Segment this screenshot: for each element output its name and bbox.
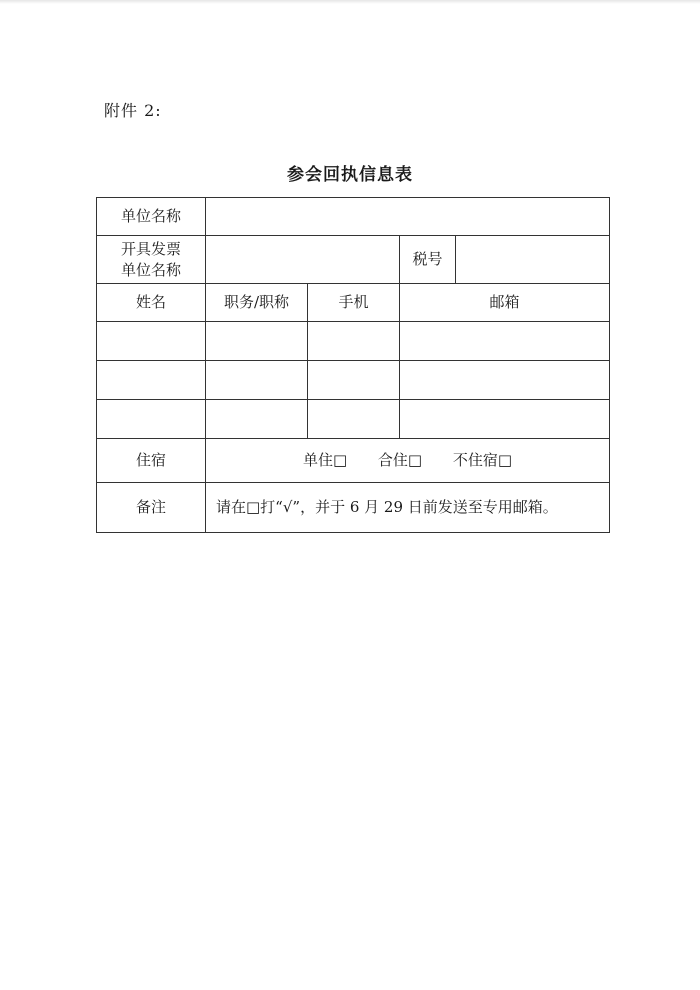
row-accommodation: [97, 439, 610, 483]
invoice-label-line2: 单位名称: [120, 260, 181, 279]
row-unit-name: [97, 198, 610, 236]
header-phone: 手机: [308, 284, 400, 322]
option-single-room[interactable]: 单住□: [302, 451, 348, 470]
form-title: 参会回执信息表: [287, 165, 413, 185]
attendee-position-cell[interactable]: [206, 322, 308, 361]
attendee-name-cell[interactable]: [97, 322, 206, 361]
unit-name-label: 单位名称: [97, 198, 206, 236]
attendee-email-cell[interactable]: [400, 400, 610, 439]
tax-id-label: 税号: [400, 236, 456, 284]
remarks-text: 请在□打“√”，并于 6 月 29 日前发送至专用邮箱。: [206, 483, 610, 533]
page-top-edge: [0, 0, 700, 4]
accommodation-options: [206, 439, 610, 483]
attendee-phone-cell[interactable]: [308, 361, 400, 400]
invoice-label-line1: 开具发票: [120, 240, 181, 259]
attendee-email-cell[interactable]: [400, 322, 610, 361]
reply-info-table: [96, 197, 610, 533]
option-no-accommodation[interactable]: 不住宿□: [452, 451, 513, 470]
row-invoice: [97, 236, 610, 284]
attendee-name-cell[interactable]: [97, 400, 206, 439]
header-email: 邮箱: [400, 284, 610, 322]
tax-id-field[interactable]: [456, 236, 610, 284]
invoice-unit-field[interactable]: [206, 236, 400, 284]
attendee-row-3: [97, 400, 610, 439]
attendee-phone-cell[interactable]: [308, 322, 400, 361]
option-shared-room[interactable]: 合住□: [377, 451, 423, 470]
invoice-unit-label: [97, 236, 206, 284]
attendee-row-2: [97, 361, 610, 400]
header-name: 姓名: [97, 284, 206, 322]
attendee-row-1: [97, 322, 610, 361]
attachment-label: 附件 2:: [104, 101, 162, 120]
accommodation-label: 住宿: [97, 439, 206, 483]
row-headers: [97, 284, 610, 322]
unit-name-field[interactable]: [206, 198, 610, 236]
header-position: 职务/职称: [206, 284, 308, 322]
attendee-position-cell[interactable]: [206, 361, 308, 400]
attendee-position-cell[interactable]: [206, 400, 308, 439]
attendee-email-cell[interactable]: [400, 361, 610, 400]
attendee-name-cell[interactable]: [97, 361, 206, 400]
remarks-label: 备注: [97, 483, 206, 533]
row-remarks: [97, 483, 610, 533]
attendee-phone-cell[interactable]: [308, 400, 400, 439]
